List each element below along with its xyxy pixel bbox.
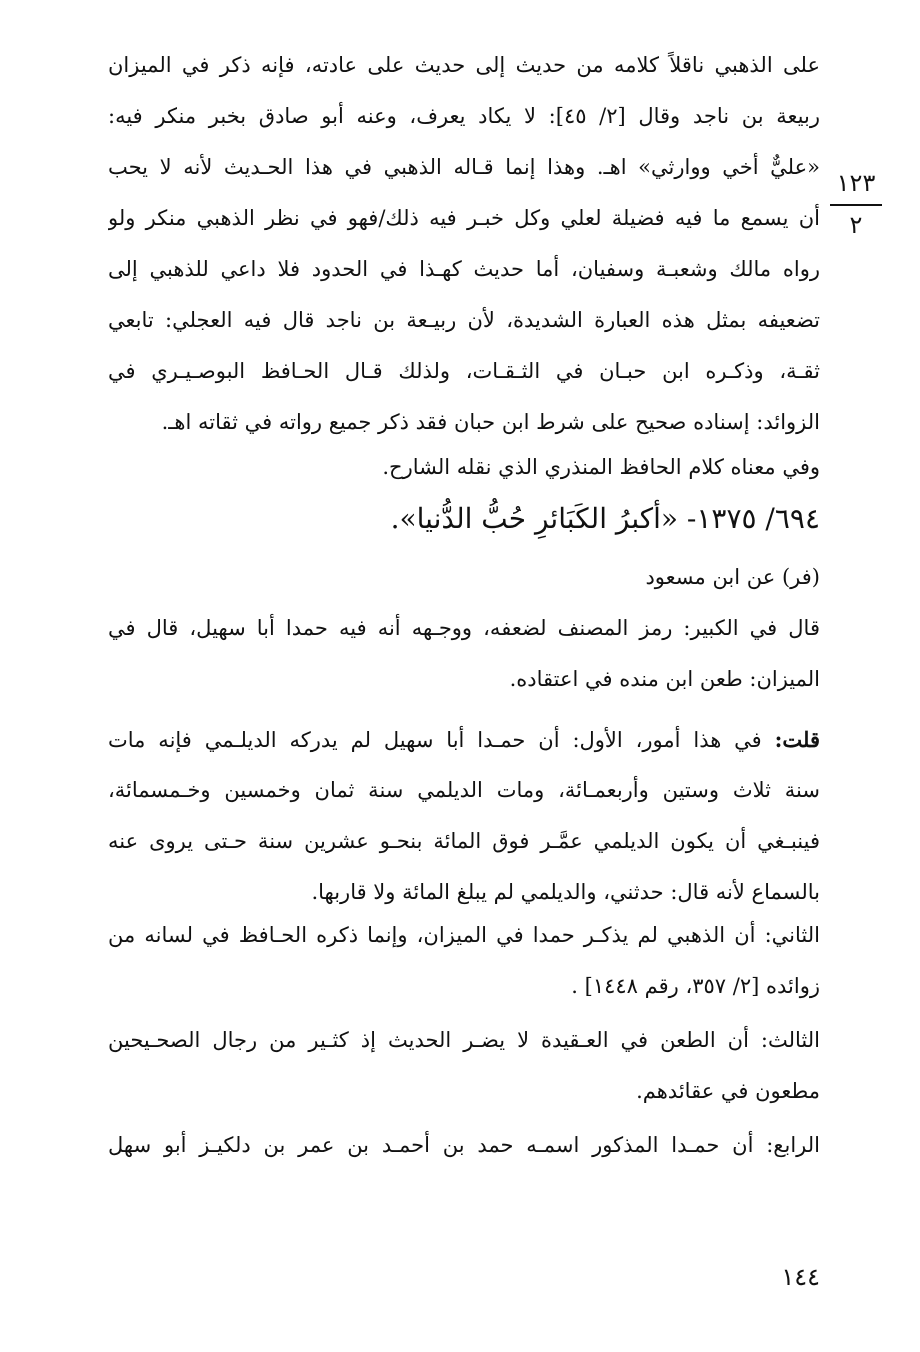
text-line: زوائده [٢/ ٣٥٧، رقم ١٤٤٨] . xyxy=(571,974,820,998)
margin-reference-part: ٢ xyxy=(849,211,863,239)
text-line: قال في الكبير: رمز المصنف لضعفه، ووجـهه أنه فيه حمدا أبا سهيل، قال في xyxy=(108,616,820,640)
text-line: وفي معناه كلام الحافظ المنذري الذي نقله الشارح. xyxy=(382,455,820,479)
margin-reference-volume: ١٢٣ xyxy=(836,169,876,197)
text-line: فينبـغي أن يكون الديلمي عمَّـر فوق المائة بنحـو عشرين سنة حـتى يروى عنه xyxy=(108,829,820,853)
paragraph-commentary-2 xyxy=(108,442,820,493)
text-line: أن يسمع ما فيه فضيلة لعلي وكل خبـر فيه ذلك/فهو في نظر الذهبي منكر ولو xyxy=(108,206,820,230)
text-line: بالسماع لأنه قال: حدثني، والديلمي لم يبلغ المائة ولا قاربها. xyxy=(311,880,820,904)
paragraph-commentary-1 xyxy=(108,40,820,448)
text-line: على الذهبي ناقلاً كلامه من حديث إلى حديث على عادته، فإنه ذكر في الميزان xyxy=(108,53,820,77)
hadith-text: ٦٩٤/ ١٣٧٥- «أكبرُ الكَبَائرِ حُبُّ الدُّنيا». xyxy=(390,502,820,535)
paragraph-point-fourth xyxy=(108,1120,820,1171)
text-line: ثقـة، وذكـره ابن حبـان في الثـقـات، ولذلك قـال الحـافظ البوصـيـري في xyxy=(108,359,820,383)
text-line-remainder: في هذا أمور، الأول: أن حمـدا أبا سهيل لم يدركه الديلـمي فإنه مات xyxy=(108,728,775,752)
text-line: تضعيفه بمثل هذه العبارة الشديدة، لأن ربيـعة بن ناجد قال فيه العجلي: تابعي xyxy=(108,308,820,332)
text-line: الرابع: أن حمـدا المذكور اسمـه حمد بن أحمـد بن عمر بن دلكيـز أبو سهل xyxy=(108,1133,820,1157)
source-text: (فر) عن ابن مسعود xyxy=(645,565,820,589)
text-line: مطعون في عقائدهم. xyxy=(636,1079,820,1103)
text-line: الثالث: أن الطعن في العـقيدة لا يضـر الحديث إذ كثـير من رجال الصحـيحين xyxy=(108,1028,820,1052)
margin-reference xyxy=(828,168,884,240)
text-line: ربيعة بن ناجد وقال [٢/ ٤٥]: لا يكاد يعرف، وعنه أبو صادق بخبر منكر فيه: xyxy=(108,104,820,128)
qultu-label: قلت: xyxy=(774,727,820,752)
hadith-source xyxy=(108,552,820,603)
paragraph-kabir-quote xyxy=(108,603,820,705)
text-line: الميزان: طعن ابن منده في اعتقاده. xyxy=(509,667,820,691)
text-line: سنة ثلاث وستين وأربعمـائة، ومات الديلمي سنة ثمان وخمسين وخـمسمائة، xyxy=(108,778,820,802)
page-number: ١٤٤ xyxy=(781,1263,820,1291)
text-line: الثاني: أن الذهبي لم يذكـر حمدا في الميزان، وإنما ذكره الحـافظ في لسانه من xyxy=(108,923,820,947)
text-line: «عليٌّ أخي ووارثي» اهـ. وهذا إنما قـاله الذهبي في هذا الحـديث لأنه لا يحب xyxy=(108,155,820,179)
paragraph-point-second xyxy=(108,910,820,1012)
text-line: رواه مالك وشعبـة وسفيان، أما حديث كهـذا في الحدود فلا داعي للذهبي إلى xyxy=(108,257,820,281)
text-line: الزوائد: إسناده صحيح على شرط ابن حبان فقد ذكر جميع رواته في ثقاته اهـ. xyxy=(161,410,820,434)
paragraph-point-first xyxy=(108,714,820,918)
hadith-heading xyxy=(108,492,820,546)
text-line xyxy=(108,714,820,765)
paragraph-point-third xyxy=(108,1015,820,1117)
